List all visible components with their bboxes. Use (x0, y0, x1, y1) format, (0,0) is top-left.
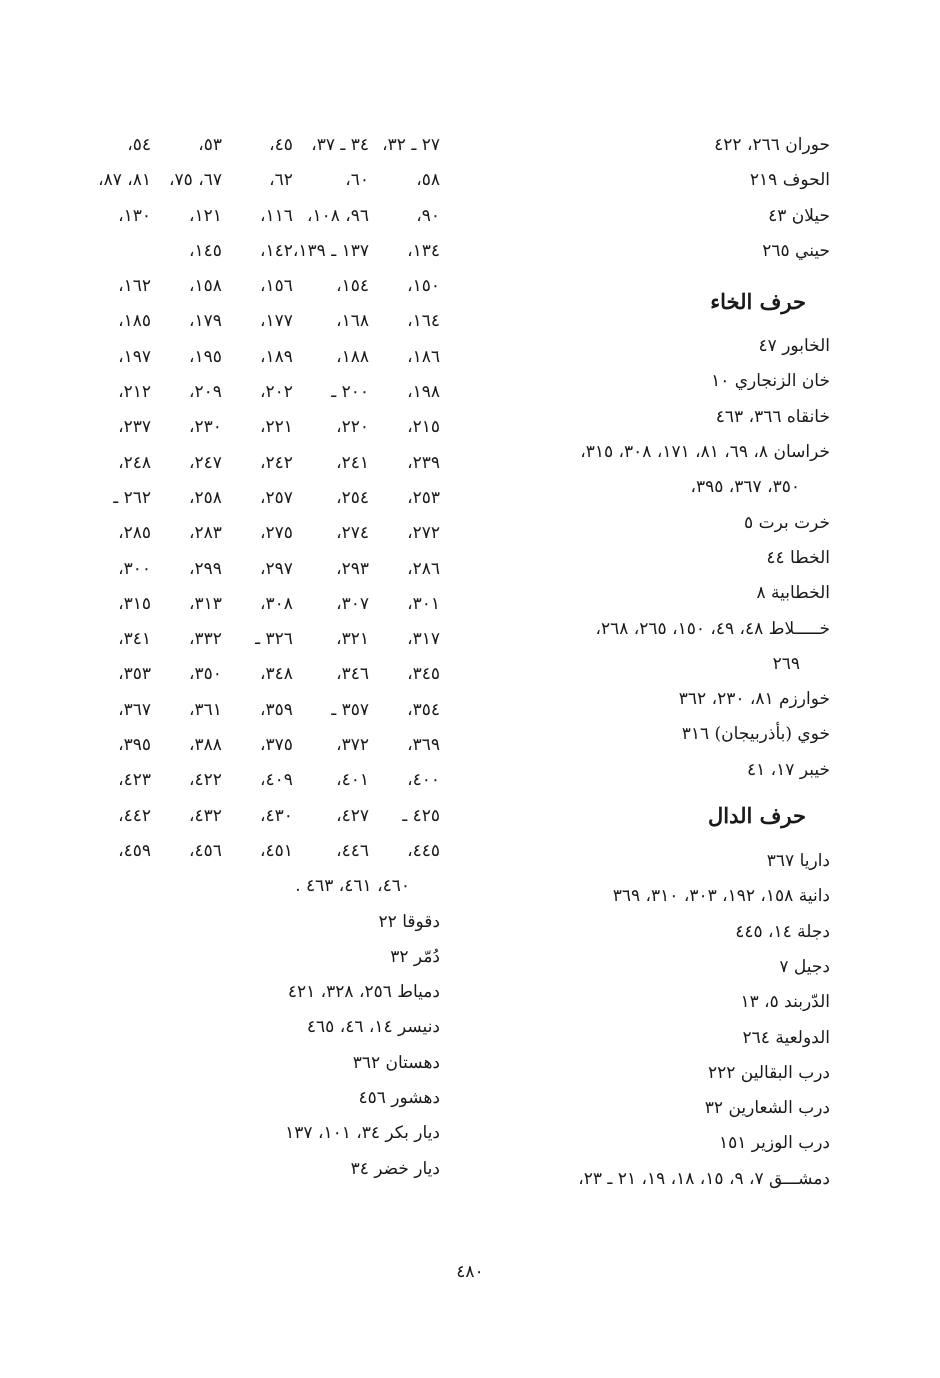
index-entry: ديار خضر ٣٤ (350, 1158, 440, 1179)
page-number-ref: ٣٨٨، (189, 735, 222, 756)
section-heading-kha: حرف الخاء (710, 289, 806, 315)
page-number-ref: ١٦٨، (336, 311, 370, 332)
page-number-ref: ٢١٥، (407, 417, 440, 438)
page-number-ref: ٣١٣، (189, 593, 222, 614)
page-number-ref: ١٣٠، (118, 205, 151, 226)
page-number-ref: ١٧٧، (260, 311, 293, 332)
page-number-ref: ٤٣٢، (189, 805, 222, 826)
page-number-ref: ١٥٤، (336, 276, 370, 297)
index-entry: الخطا ٤٤ (766, 547, 830, 568)
page-number-ref: ٢٩٩، (189, 558, 222, 579)
page-number-ref: ٢٥٨، (189, 487, 222, 508)
page-number-ref: ٢٣٩، (407, 452, 440, 473)
index-entry: الخطابية ٨ (756, 583, 830, 604)
page-number-ref: ٢٨٥، (118, 523, 151, 544)
page-number-ref: ٣٤٥، (407, 664, 440, 685)
page-number-ref: ٤٠١، (336, 770, 370, 791)
page-number-ref: ٢٠٩، (189, 382, 222, 403)
index-entry: خوي (بأذربيجان) ٣١٦ (681, 724, 830, 745)
index-entry: دانية ١٥٨، ١٩٢، ٣٠٣، ٣١٠، ٣٦٩ (612, 886, 830, 907)
page-number-ref: ٤٢٣، (118, 770, 151, 791)
index-entry: دهستان ٣٦٢ (352, 1052, 440, 1073)
page-number-ref: ٥٣، (198, 135, 222, 155)
page-number-ref: ٣٣٢، (189, 629, 222, 650)
page-number-ref: ٦٢، (269, 170, 293, 191)
index-entry: دقوقا ٢٢ (378, 911, 440, 932)
index-entry: درب الوزير ١٥١ (718, 1133, 830, 1154)
page-number-ref: ٢٣٧، (118, 417, 151, 438)
index-entry: داريا ٣٦٧ (766, 851, 830, 872)
page-number-ref: ٥٤، (127, 135, 151, 155)
index-entry: ديار بكر ٣٤، ١٠١، ١٣٧ (285, 1123, 440, 1144)
page-number-ref: ٢٤٢، (260, 452, 293, 473)
page-number: ٤٨٠ (456, 1262, 484, 1282)
index-entry: خرت برت ٥ (744, 512, 830, 533)
page-number-ref: ٩٠، (416, 205, 440, 226)
page-numbers-tail: ٤٦٠، ٤٦١، ٤٦٣ . (295, 876, 410, 897)
index-entry-continuation: ٣٥٠، ٣٦٧، ٣٩٥، (690, 477, 800, 498)
page-number-ref: ٣٤٦، (336, 664, 370, 685)
page-number-ref: ٢٧٥، (260, 523, 293, 544)
index-entry: دُمّر ٣٢ (390, 946, 440, 967)
page-number-ref: ٦٧، ٧٥، (169, 170, 222, 191)
page-number-ref: ٢٠٠ ـ (331, 382, 370, 403)
index-entry: دجيل ٧ (779, 956, 830, 977)
page-number-ref: ٣٦٧، (118, 699, 151, 720)
page-number-ref: ٣٦٩، (407, 735, 440, 756)
page-number-ref: ٤٠٩، (260, 770, 293, 791)
page-number-ref: ٣٠٧، (336, 593, 370, 614)
page-number-ref: ٣١٧، (407, 629, 440, 650)
page-number-ref: ١٨٥، (118, 311, 151, 332)
page-number-ref (80, 234, 151, 269)
page-number-ref: ١٨٦، (407, 346, 440, 367)
index-entry: الحوف ٢١٩ (749, 170, 830, 191)
page-number-ref: ٣٠١، (407, 593, 440, 614)
page-number-ref: ٢٢٠، (336, 417, 370, 438)
page-number-ref: ٢٢١، (260, 417, 293, 438)
page-number-ref: ٣٧٥، (260, 735, 293, 756)
page-number-ref: ١٤٢، (260, 240, 293, 261)
page-number-ref: ٤٥١، (260, 840, 293, 861)
page-number-ref: ٢٧ ـ ٣٢، (382, 135, 440, 155)
page-number-ref: ٤٤٢، (118, 805, 151, 826)
right-column (460, 128, 830, 1197)
index-entry: دمياط ٢٥٦، ٣٢٨، ٤٢١ (287, 982, 440, 1003)
index-entry: حوران ٢٦٦، ٤٢٢ (714, 135, 830, 155)
section-heading-dal: حرف الدال (708, 803, 806, 829)
index-entry: خيبر ١٧، ٤١ (747, 759, 830, 780)
page-number-ref: ٤٤٥، (407, 840, 440, 861)
index-entry: الدّربند ٥، ١٣ (740, 992, 830, 1013)
page-number-ref: ٤٢٧، (336, 805, 370, 826)
page-number-ref: ٢٥٧، (260, 487, 293, 508)
page-number-ref: ٤٤٦، (336, 840, 370, 861)
page-number-ref: ٣٤ ـ ٣٧، (311, 135, 370, 155)
page-number-ref: ٤٥٦، (189, 840, 222, 861)
page-number-ref: ١١٦، (260, 205, 293, 226)
page-number-ref: ٢٥٣، (407, 487, 440, 508)
page-number-ref: ٣٥٧ ـ (331, 699, 370, 720)
page-number-ref: ٢٧٤، (336, 523, 370, 544)
index-entry: خان الزنجاري ١٠ (711, 371, 830, 392)
index-entry: دجلة ١٤، ٤٤٥ (735, 921, 830, 942)
page-number-ref: ٣٥٤، (407, 699, 440, 720)
page-number-ref: ٢١٢، (118, 382, 151, 403)
page-number-ref: ١٧٩، (189, 311, 222, 332)
page-number-ref: ٢٤٨، (118, 452, 151, 473)
page-number-ref: ١٥٦، (260, 276, 293, 297)
page-number-ref: ٩٦، ١٠٨، (306, 205, 370, 226)
page-number-ref: ٤٠٠، (407, 770, 440, 791)
index-entry: حيلان ٤٣ (768, 205, 830, 226)
page-number-ref: ٣١٥، (118, 593, 151, 614)
page-number-ref: ٣٠٠، (118, 558, 151, 579)
page-number-ref: ٣٧٢، (336, 735, 370, 756)
page-number-ref: ٦٠، (345, 170, 370, 191)
page-number-ref: ١٨٨، (336, 346, 370, 367)
page-number-ref: ٢٨٣، (189, 523, 222, 544)
page-number-ref: ١٩٧، (118, 346, 151, 367)
index-entry: خوارزم ٨١، ٢٣٠، ٣٦٢ (678, 689, 830, 710)
page-numbers-grid (80, 128, 440, 869)
index-entry: درب الشعارين ٣٢ (704, 1098, 830, 1119)
index-entry: دهشور ٤٥٦ (358, 1088, 440, 1109)
page-number-ref: ١٦٤، (407, 311, 440, 332)
page-number-ref: ١٤٥، (189, 240, 222, 261)
page-number-ref: ٣٦١، (189, 699, 222, 720)
page-number-ref: ١٢١، (189, 205, 222, 226)
page-number-ref: ١٦٢، (118, 276, 151, 297)
page-number-ref: ١٣٤، (407, 240, 440, 261)
page-number-ref: ٤٢٥ ـ (402, 805, 440, 826)
page-number-ref: ٢٠٢، (260, 382, 293, 403)
page-number-ref: ٤٣٠، (260, 805, 293, 826)
index-entry: دمشـــق ٧، ٩، ١٥، ١٨، ١٩، ٢١ ـ ٢٣، (578, 1168, 830, 1189)
page-number-ref: ١٩٥، (189, 346, 222, 367)
page-number-ref: ١٥٨، (189, 276, 222, 297)
page-number-ref: ٣٩٥، (118, 735, 151, 756)
page-number-ref: ٣٢١، (336, 629, 370, 650)
page-number-ref: ١٥٠، (407, 276, 440, 297)
page-number-ref: ٢٤١، (336, 452, 370, 473)
page-number-ref: ٥٨، (416, 170, 440, 191)
page-number-ref: ٢٩٣، (336, 558, 370, 579)
page-number-ref: ٤٢٢، (189, 770, 222, 791)
index-entry: الخابور ٤٧ (758, 336, 830, 357)
page-number-ref: ١٩٨، (407, 382, 440, 403)
page-number-ref: ١٣٧ ـ ١٣٩، (292, 240, 370, 261)
index-entry: درب البقالين ٢٢٢ (707, 1062, 830, 1083)
page-number-ref: ٢٧٢، (407, 523, 440, 544)
page-number-ref: ٤٥٩، (118, 840, 151, 861)
page-number-ref: ٢٣٠، (189, 417, 222, 438)
page-number-ref: ٣٥٣، (118, 664, 151, 685)
page-number-ref: ٣٥٩، (260, 699, 293, 720)
page-number-ref: ٣٢٦ ـ (255, 629, 293, 650)
index-entry: خانقاه ٣٦٦، ٤٦٣ (715, 406, 830, 427)
index-entry: خـــــلاط ٤٨، ٤٩، ١٥٠، ٢٦٥، ٢٦٨، (595, 618, 830, 639)
page-number-ref: ٨١، ٨٧، (98, 170, 151, 191)
page-number-ref: ٢٩٧، (260, 558, 293, 579)
page-number-ref: ٢٥٤، (336, 487, 370, 508)
page-number-ref: ٣٤٨، (260, 664, 293, 685)
index-entry-continuation: ٢٦٩ (772, 653, 800, 674)
page-number-ref: ٤٥، (269, 135, 293, 155)
page-number-ref: ١٨٩، (260, 346, 293, 367)
page-number-ref: ٣٠٨، (260, 593, 293, 614)
index-entry: الدولعية ٢٦٤ (742, 1027, 830, 1048)
index-entry: حيني ٢٦٥ (762, 240, 830, 261)
page-number-ref: ٣٤١، (118, 629, 151, 650)
page-number-ref: ٣٥٠، (189, 664, 222, 685)
page-number-ref: ٢٦٢ ـ (113, 487, 151, 508)
page-number-ref: ٢٤٧، (189, 452, 222, 473)
left-column (80, 128, 440, 1187)
index-entry: دنيسر ١٤، ٤٦، ٤٦٥ (306, 1017, 440, 1038)
index-entry: خراسان ٨، ٦٩، ٨١، ١٧١، ٣٠٨، ٣١٥، (580, 442, 830, 463)
page-number-ref: ٢٨٦، (407, 558, 440, 579)
